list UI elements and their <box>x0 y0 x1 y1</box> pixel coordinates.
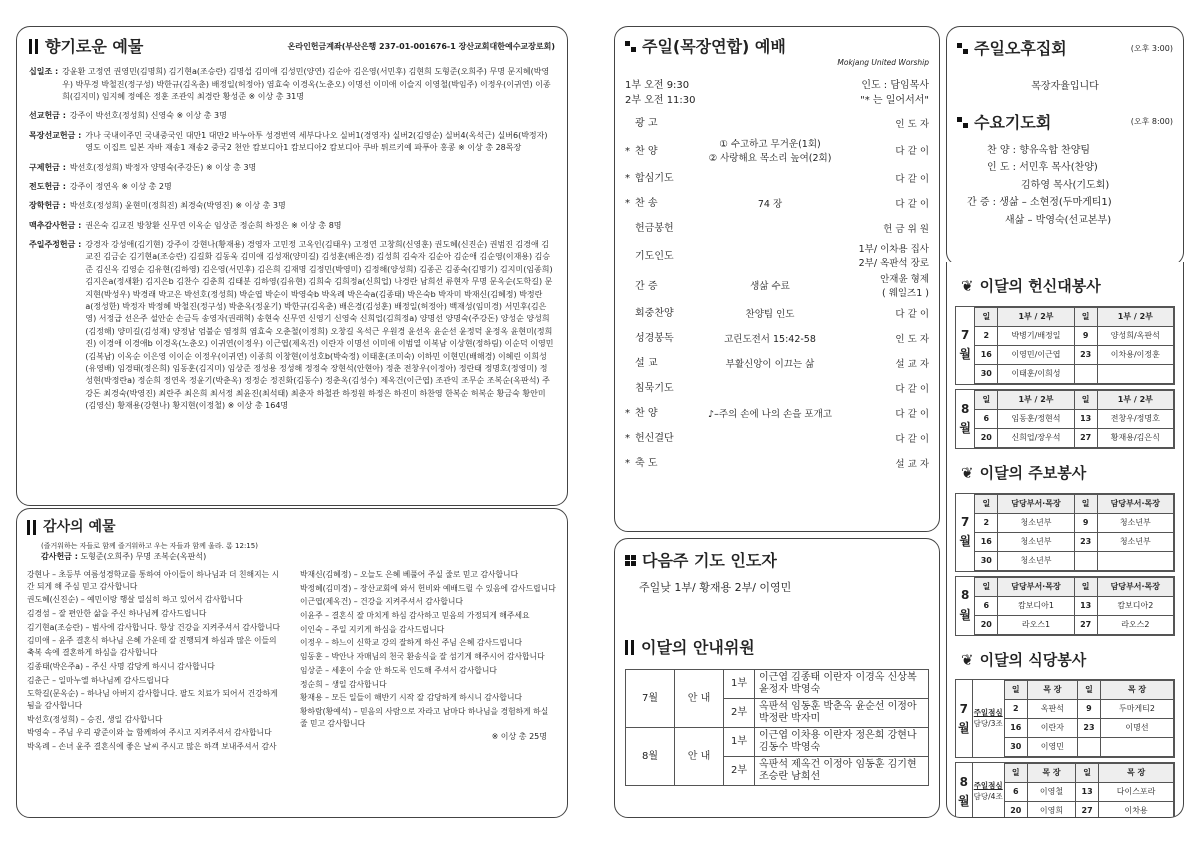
thanks-total: ※ 이상 총 25명 <box>491 732 547 742</box>
duty-header: 일 <box>1074 390 1097 409</box>
grid-icon <box>625 41 636 52</box>
offering-row-label: 선교헌금 : <box>29 111 66 121</box>
duty-cell: 청소년부 <box>1097 532 1173 551</box>
duty-header: 1부 / 2부 <box>998 390 1074 409</box>
usher-names: 이근엽 이차용 이란자 정은희 강현나 김동수 박영숙 <box>755 728 929 757</box>
usher-part: 2부 <box>724 699 755 728</box>
heart-icon: ❦ <box>961 277 974 295</box>
worship-item-content: ♪–주의 손에 나의 손을 포개고 <box>708 408 832 420</box>
duty-cell: 30 <box>1004 738 1027 757</box>
offering-row-label: 구제헌금 : <box>29 162 66 172</box>
duty-table <box>974 307 1174 384</box>
duty-cell <box>1077 738 1100 757</box>
worship-title: 주일(목장연합) 예배 <box>642 37 786 56</box>
worship-item-name: 회중찬양 <box>635 308 674 320</box>
duty-table <box>974 390 1174 448</box>
thanks-label: 감사헌금 : <box>41 552 78 562</box>
worship-item-name: 간 증 <box>635 280 658 292</box>
offering-row-text: 강주이 박선호(정성희) 신영숙 ※ 이상 총 3명 <box>69 111 227 121</box>
offering-row <box>29 239 555 412</box>
bulletin-tables <box>955 493 1175 636</box>
offering-row <box>29 130 555 155</box>
duty-cell: 캄보디아2 <box>1097 596 1173 615</box>
offering-row-label: 주일주정헌금 : <box>29 240 82 250</box>
kitchen-title: 이달의 식당봉사 <box>979 650 1087 669</box>
duty-header: 목 장 <box>1100 681 1173 700</box>
thanks-item: 김기현a(조승란) – 범사에 감사합니다. 항상 건강을 지켜주셔서 감사합니다 <box>27 622 281 632</box>
worship-item-name: 성경봉독 <box>635 333 674 345</box>
duty-month: 8 월 <box>958 775 970 809</box>
worship-item-who: 1부/ 이차용 집사 2부/ 옥판석 장로 <box>858 244 929 270</box>
worship-item <box>625 137 929 167</box>
worship-item <box>625 167 929 192</box>
duty-cell: 라오스2 <box>1097 615 1173 634</box>
worship-item-star: * <box>625 433 630 445</box>
offering-row <box>29 200 555 212</box>
worship-note: "* 는 일어서서" <box>860 94 929 106</box>
thanks-right-column <box>300 569 557 755</box>
duty-table <box>1004 763 1174 818</box>
duty-block <box>955 389 1175 449</box>
duty-block <box>955 762 1175 818</box>
worship-item-content: 찬양팀 인도 <box>745 308 795 320</box>
thanks-item: 박영숙 – 주님 우리 광준이와 늘 함께하여 주시고 지켜주셔서 감사합니다 <box>27 728 272 738</box>
worship-item-content: 74 장 <box>757 198 783 210</box>
duty-cell: 2 <box>1004 700 1027 719</box>
thanks-item: 박정혜(김미경) – 장산교회에 와서 헌비와 예배드릴 수 있음에 감사드립니다 <box>300 583 556 593</box>
duty-cell: 이차용 <box>1099 802 1174 818</box>
offering-row <box>29 181 555 193</box>
worship-item <box>625 302 929 327</box>
thanks-item: 강현나 – 초등부 여름성경학교를 통하여 아이들이 하나님과 더 친해지는 시간 되게 해 주심 믿고 감사합니다 <box>27 570 280 591</box>
worship-item <box>625 377 929 402</box>
offering-row-text: 강주이 정연옥 ※ 이상 총 2명 <box>69 181 172 191</box>
service-duty-panel <box>946 262 1184 818</box>
duty-cell: 청소년부 <box>998 532 1074 551</box>
offering-account: 온라인헌금계좌(부산은행 237-01-001676-1 장산교회대한예수교장로회) <box>287 41 555 51</box>
next-prayer-text: 주일낮 1부/ 황재용 2부/ 이영민 <box>639 581 792 595</box>
duty-header: 목 장 <box>1027 764 1075 783</box>
duty-cell: 박병기/배정일 <box>998 326 1074 345</box>
ushers-title-wrap <box>625 636 929 659</box>
duty-header: 일 <box>1076 764 1099 783</box>
duty-cell: 이영희 <box>1027 802 1075 818</box>
worship-item-who: 설 교 자 <box>895 458 929 470</box>
usher-part: 2부 <box>724 757 755 786</box>
worship-item-who: 안재윤 형제 ( 웨일즈1 ) <box>880 274 929 300</box>
thanks-title-wrap <box>27 517 557 537</box>
devotion-tables <box>955 306 1175 449</box>
worship-item-name: 헌금봉헌 <box>635 223 674 235</box>
duty-header: 담당부서·목장 <box>998 494 1074 513</box>
duty-cell: 2 <box>975 326 998 345</box>
duty-month: 7 월 <box>959 328 971 362</box>
offering-row-text: 강경자 강성애(김기현) 강주이 강현나(황재용) 경영자 고민정 고옥인(김태우) 고정연 고창희(신영훈) 권도혜(신진순) 권범진 김경애 김교진 김금순 김기현a(조승란) 김길화 김동욱 김미애 김성재(양미길) 김성훈(배은경) 김성희 김숙자 김순아 김순애 김순영(이재용) 김승준 김신옥 김영순 김유현(김하영) 김은영(서민후) 김은희 김재명 김정민(박영미) 김정해(양성희) 김종곤 김종숙(김명기) 김지미(임종희) 김지은a(정새환) 김지은b 김찬수 김춘희 김태분 김하영(김유현) 김희숙 김희정a(신희업) 나경란 남희선 류현자 무명 문옥순(도학길) 문지현(박성우) 박경래 박고은 박선호(정성희) 박순엽 박순이 박영숙b 박옥례 박은숙a(김종태) 박은숙b 박자미 박재신(김혜정) 박정란a(정성한) 박정자 박정혜 박철진(정구성) 박춘옥(정윤기) 박한규(김옥춘) 배은경(김성훈) 배정일(허정아) 백재성(임미경) 서민후(김은영) 서정급 선은주 설안순 손금득 송영자(권래혁) 송현숙 신무연 신영기 신영숙 신희업(김희정a) 양명선 양명숙(주강돈) 양성순 양성희(김정해) 양미길(김성재) 양정남 엄불순 염정희 염효숙 오춘철(이정희) 오창길 옥석근 우원경 윤선옥 윤순선 윤정덕 윤정옥 윤현미(정희진) 이경애 이경애b 이경옥(노춘오) 이귀연(이정우) 이근엽(제옥건) 이란자 이명선 이미애 이범열 이복남 이상현(정하림) 이순덕 이영민(김복남) 이옥순 이은영 이이순 이정우(이귀연) 이종희 이창현(이성호b(박숙정) 이태훈(조미숙) 이하민 이현민(배해경) 이혜린 이희성(유영배) 임경태(정은희) 임동훈(김지미) 임상준 정성용 정성해 정정숙 장현석(안현아) 정춘 전창우(이정아) 정란태 정명호(정영미) 정성현(박정란a) 정순희 정연옥 정윤기(박춘옥) 정정순 정진화(김동수) 정춘옥(김성수) 제옥건(이근엽) 조관익 조무순 조복순(옥판석) 주강돈 최경숙(박영진) 최란주 최은희 최서정 최윤진(최석태) 최춘자 하철관 하정원 하정은 하진미 하찬영 한복순 허복순 황금숙 황안미(김영신) 황재용(강현나) 황지현(이정철) ※ 이상 총 164명 <box>85 240 554 411</box>
duty-month: 7 월 <box>958 701 970 735</box>
duty-cell: 이차용/이정훈 <box>1097 345 1173 364</box>
duty-cell: 16 <box>975 345 998 364</box>
thanks-item: 박옥례 – 손녀 윤주 결혼식에 좋은 날씨 주시고 많은 하객 보내주셔서 감사 <box>27 741 277 751</box>
worship-item <box>625 272 929 302</box>
duty-cell: 23 <box>1077 719 1100 738</box>
duty-cell: 30 <box>975 364 998 383</box>
bars-icon <box>29 39 39 54</box>
afternoon-title: 주일오후집회 <box>974 39 1067 58</box>
thanks-item: 황재용 – 모든 일들이 해반기 시작 잘 감당하게 하시니 감사합니다 <box>300 693 523 703</box>
offering-row-label: 장학헌금 : <box>29 201 66 211</box>
duty-cell: 20 <box>975 428 998 447</box>
duty-header: 목 장 <box>1027 681 1077 700</box>
duty-cell: 이란자 <box>1027 719 1077 738</box>
duty-cell: 23 <box>1074 532 1097 551</box>
thanks-item: 박재신(김혜정) – 오늘도 은혜 베풀어 주실 줄로 믿고 감사합니다 <box>300 570 519 580</box>
duty-cell <box>1097 551 1173 570</box>
duty-cell: 16 <box>1004 719 1027 738</box>
duty-header: 일 <box>975 494 998 513</box>
duty-cell: 20 <box>975 615 998 634</box>
thanks-item: 정순희 – 생일 감사합니다 <box>300 679 387 689</box>
worship-item-who: 다 같 이 <box>895 408 929 420</box>
duty-cell: 13 <box>1076 783 1099 802</box>
duty-cell: 이영민/이근엽 <box>998 345 1074 364</box>
duty-cell: 13 <box>1074 596 1097 615</box>
worship-item-star: * <box>625 458 630 470</box>
duty-cell: 신희업/장우석 <box>998 428 1074 447</box>
worship-item-who: 헌 금 위 원 <box>883 223 929 235</box>
duty-cell: 청소년부 <box>998 551 1074 570</box>
duty-cell: 20 <box>1004 802 1027 818</box>
offering-list <box>29 66 555 412</box>
offering-row-label: 전도헌금 : <box>29 181 66 191</box>
worship-item-who: 다 같 이 <box>895 383 929 395</box>
afternoon-time: (오후 3:00) <box>1130 43 1173 53</box>
usher-names: 옥판석 제옥건 이정아 임동훈 김기현 조승란 남희선 <box>755 757 929 786</box>
offering-row-text: 권은숙 김교진 방창환 신무연 이옥순 임상준 정순희 하정은 ※ 이상 총 8명 <box>85 220 342 230</box>
worship-item <box>625 427 929 452</box>
duty-table <box>974 494 1174 571</box>
duty-table <box>1004 680 1174 757</box>
duty-cell: 16 <box>975 532 998 551</box>
thanks-item: 임동훈 – 박안나 자매님의 천국 환송식을 잘 섬기게 해주시어 감사합니다 <box>300 652 545 662</box>
duty-header: 일 <box>1004 681 1027 700</box>
thanks-item: 김종태(박은주a) – 주신 사명 감당케 하시니 감사합니다 <box>27 661 215 671</box>
wednesday-time: (오후 8:00) <box>1130 117 1173 127</box>
duty-cell: 청소년부 <box>998 513 1074 532</box>
worship-item <box>625 242 929 272</box>
devotion-title-wrap <box>961 276 1175 298</box>
worship-item-content: ① 수고하고 무거운(1회) ② 사랑해요 목소리 높여(2회) <box>708 139 832 165</box>
duty-cell: 27 <box>1074 428 1097 447</box>
offering-title: 향기로운 예물 <box>45 37 144 56</box>
thanks-item: 박선호(정성희) – 승진, 생일 감사합니다 <box>27 714 163 724</box>
duty-cell: 이명선 <box>1100 719 1173 738</box>
duty-cell: 양성희/옥판석 <box>1097 326 1173 345</box>
offering-row-text: 강윤환 고정연 권영민(김명희) 김기현a(조승란) 김명섭 김미애 김성민(양연) 김순아 김은영(서민후) 김현희 도형준(오희주) 무명 문지혜(박영우) 박무경 박철진(정구성) 박한규(김옥춘) 배정일(허정아) 염효숙 이경옥(노춘오) 이명선 이미애 이슬지 이영철(박임주) 이정우(이귀연) 이종희(김지미) 임지혜 정예은 정훈 조관익 최경란 황성준 ※ 이상 총 31명 <box>62 67 551 101</box>
duty-month: 8 월 <box>959 401 971 435</box>
usher-part: 1부 <box>724 670 755 699</box>
duty-cell <box>1074 551 1097 570</box>
duty-cell: 캄보디아1 <box>998 596 1074 615</box>
duty-cell <box>1074 364 1097 383</box>
worship-item-who: 인 도 자 <box>895 118 929 130</box>
offering-row-text: 가나 국내이주민 국내중국인 대만1 대만2 바누아투 성경번역 세부다나오 실버1(경영자) 실버2(김영순) 실버4(옥석근) 실버6(박정자) 영도 이집트 일본 자바 재송1 재송2 중국2 천안 캄보디아1 캄보디아2 캄보디아 쿠바 튀르키예 파푸아 홍콩 ※ 이상 총 28목장 <box>85 130 548 153</box>
thanks-item: 이근엽(제옥건) – 건강을 지켜주셔서 감사합니다 <box>300 597 463 607</box>
worship-item-content: 생삶 수료 <box>750 281 790 293</box>
thanks-item: 권도혜(신진순) – 예민이랑 행살 열심히 하고 있어서 감사합니다 <box>27 595 243 605</box>
duty-cell: 23 <box>1074 345 1097 364</box>
worship-item <box>625 192 929 217</box>
worship-item-who: 다 같 이 <box>895 308 929 320</box>
usher-part: 1부 <box>724 728 755 757</box>
kitchen-title-wrap <box>961 650 1175 672</box>
worship-item-name: 찬 양 <box>635 145 658 157</box>
worship-item-name: 찬 양 <box>635 408 658 420</box>
worship-title-wrap <box>625 35 929 58</box>
worship-item-content: 부활신앙이 이끄는 삶 <box>725 358 815 370</box>
duty-cell: 2 <box>975 513 998 532</box>
worship-item-name: 찬 송 <box>635 198 658 210</box>
worship-time-2: 2부 오전 11:30 <box>625 94 696 106</box>
duty-header: 일 <box>1004 764 1027 783</box>
usher-role: 안 내 <box>675 670 724 728</box>
thanks-item: 임상준 – 세훈이 수술 안 하도록 인도해 주셔서 감사합니다 <box>300 665 497 675</box>
ushers-title: 이달의 안내위원 <box>641 638 755 658</box>
offering-panel <box>16 26 568 506</box>
duty-header: 일 <box>975 577 998 596</box>
worship-subtitle: Mokjang United Worship <box>837 58 929 68</box>
usher-month: 7월 <box>626 670 675 728</box>
duty-cell: 임동훈/정현석 <box>998 409 1074 428</box>
duty-header: 담당부서·목장 <box>1097 577 1173 596</box>
worship-item-star: * <box>625 198 630 210</box>
duty-cell: 황재용/김은식 <box>1097 428 1173 447</box>
next-panel <box>614 538 940 818</box>
duty-extra-label: 주일점심 <box>973 781 1003 791</box>
offering-row-text: 박선호(정성희) 윤현미(정희진) 최경숙(박영진) ※ 이상 총 3명 <box>69 201 286 211</box>
duty-cell: 이태훈/이희성 <box>998 364 1074 383</box>
duty-block <box>955 306 1175 385</box>
duty-header: 일 <box>1074 494 1097 513</box>
duty-cell: 30 <box>975 551 998 570</box>
ushers-table <box>625 669 929 786</box>
duty-header: 담당부서·목장 <box>998 577 1074 596</box>
next-title: 다음주 기도 인도자 <box>642 551 777 570</box>
service-panel <box>946 26 1184 266</box>
offering-row <box>29 110 555 122</box>
thanks-item: 황하람(황예석) – 믿음의 사람으로 자라고 남마다 하나님을 경험하게 하실 줄 믿고 감사합니다 <box>300 706 549 728</box>
thanks-panel <box>16 508 568 818</box>
worship-item-who: 인 도 자 <box>895 333 929 345</box>
worship-item-name: 광 고 <box>635 118 658 130</box>
worship-item-name: 헌신결단 <box>635 433 674 445</box>
worship-item-who: 다 같 이 <box>895 173 929 185</box>
duty-extra-label: 주일점심 <box>973 707 1003 717</box>
duty-cell: 27 <box>1074 615 1097 634</box>
heart-icon: ❦ <box>961 650 974 669</box>
duty-table <box>974 577 1174 635</box>
worship-item-star: * <box>625 145 630 157</box>
offering-row <box>29 220 555 232</box>
duty-cell: 9 <box>1074 513 1097 532</box>
devotion-title: 이달의 헌신대봉사 <box>979 277 1101 295</box>
wednesday-title-wrap <box>957 111 1051 134</box>
grid-icon <box>957 117 968 128</box>
worship-item <box>625 327 929 352</box>
worship-item <box>625 217 929 242</box>
bars-icon <box>625 640 635 655</box>
worship-item-name: 설 교 <box>635 358 658 370</box>
offering-row-text: 박선호(정성희) 박정자 양명숙(주강돈) ※ 이상 총 3명 <box>69 162 257 172</box>
thanks-item: 김춘근 – 일마누엘 하나님께 감사드립니다 <box>27 675 169 685</box>
worship-item <box>625 352 929 377</box>
wednesday-line: 인 도 : 서민후 목사(찬양) <box>987 162 1098 174</box>
duty-header: 1부 / 2부 <box>1097 307 1173 326</box>
worship-item-star: * <box>625 408 630 420</box>
worship-item <box>625 402 929 427</box>
thanks-item: 김미애 – 윤주 결혼식 하나님 은혜 가운데 잘 진행되게 하심과 많은 이들의 축복 속에 결혼하게 하심을 감사합니다 <box>27 636 277 658</box>
duty-extra-team: 담당/3조 <box>973 718 1003 728</box>
duty-cell: 27 <box>1076 802 1099 818</box>
bars-icon <box>27 520 37 535</box>
wednesday-title: 수요기도회 <box>974 112 1052 132</box>
worship-item <box>625 112 929 137</box>
duty-header: 1부 / 2부 <box>1097 390 1173 409</box>
duty-cell: 다이스포라 <box>1099 783 1174 802</box>
duty-cell: 이영민 <box>1027 738 1077 757</box>
worship-item <box>625 452 929 477</box>
duty-cell: 6 <box>975 409 998 428</box>
duty-cell: 13 <box>1074 409 1097 428</box>
grid-icon <box>957 43 968 54</box>
offering-row <box>29 66 555 103</box>
duty-header: 일 <box>1074 307 1097 326</box>
duty-block <box>955 493 1175 572</box>
worship-time-1: 1부 오전 9:30 <box>625 80 690 92</box>
duty-extra-team: 담당/4조 <box>973 792 1003 802</box>
worship-item-who: 설 교 자 <box>895 358 929 370</box>
bulletin-title: 이달의 주보봉사 <box>979 463 1087 482</box>
duty-block <box>955 576 1175 636</box>
worship-leader: 인도 : 담임목사 <box>861 80 929 92</box>
duty-block <box>955 679 1175 758</box>
duty-cell: 이영철 <box>1027 783 1075 802</box>
offering-row-label: 목장선교헌금 : <box>29 130 82 140</box>
duty-cell: 9 <box>1074 326 1097 345</box>
next-title-wrap <box>625 549 929 572</box>
afternoon-title-wrap <box>957 37 1067 60</box>
thanks-item: 도학길(문옥순) – 하나님 아버지 감사합니다. 팔도 치료가 되어서 건강하게 됨을 감사합니다 <box>27 689 278 710</box>
offering-row <box>29 162 555 174</box>
thanks-left-column <box>27 569 284 755</box>
duty-header: 일 <box>1074 577 1097 596</box>
thanks-item: 이정우 – 하느이 신학교 강의 잘하게 하신 주님 은혜 감사드립니다 <box>300 638 523 648</box>
wednesday-line: 새삶 – 박영숙(선교본부) <box>1005 214 1112 226</box>
duty-header: 일 <box>1077 681 1100 700</box>
usher-role: 안 내 <box>675 728 724 786</box>
duty-cell: 옥판석 <box>1027 700 1077 719</box>
wednesday-line: 김하영 목사(기도회) <box>1021 179 1110 191</box>
worship-item-content: 고린도전서 15:42-58 <box>724 333 816 345</box>
worship-item-who: 다 같 이 <box>895 146 929 158</box>
bulletin-title-wrap <box>961 463 1175 485</box>
duty-cell: 청소년부 <box>1097 513 1173 532</box>
offering-row-label: 십일조 : <box>29 67 59 77</box>
duty-extra <box>972 680 1004 757</box>
worship-item-name: 침묵기도 <box>635 383 674 395</box>
afternoon-text: 목장자율입니다 <box>1031 81 1099 93</box>
wednesday-line: 간 증 : 생삶 – 소현정(두마게티1) <box>967 197 1112 209</box>
thanks-item: 이인숙 – 주일 지키게 하심을 감사드립니다 <box>300 624 445 634</box>
duty-cell: 라오스1 <box>998 615 1074 634</box>
duty-cell: 두마게티2 <box>1100 700 1173 719</box>
worship-item-name: 축 도 <box>635 458 658 470</box>
worship-item-who: 다 같 이 <box>895 433 929 445</box>
duty-extra <box>972 763 1004 818</box>
offering-row-label: 맥추감사헌금 : <box>29 220 82 230</box>
duty-cell: 9 <box>1077 700 1100 719</box>
thanks-title: 감사의 예물 <box>43 519 116 535</box>
worship-item-who: 다 같 이 <box>895 198 929 210</box>
worship-panel <box>614 26 940 532</box>
worship-item-name: 합심기도 <box>635 173 674 185</box>
usher-month: 8월 <box>626 728 675 786</box>
duty-header: 담당부서·목장 <box>1097 494 1173 513</box>
duty-header: 일 <box>975 390 998 409</box>
offering-title-wrap <box>29 35 143 58</box>
duty-header: 목 장 <box>1099 764 1174 783</box>
duty-cell <box>1100 738 1173 757</box>
worship-item-name: 기도인도 <box>635 250 674 262</box>
usher-names: 이근엽 김종태 이란자 이경옥 신상복 윤정자 박영숙 <box>755 670 929 699</box>
thanks-item: 이윤주 – 결혼식 잘 마치게 하심 감사하고 믿음의 가정되게 해주세요 <box>300 611 530 621</box>
duty-header: 일 <box>975 307 998 326</box>
heart-icon: ❦ <box>961 463 974 482</box>
duty-month: 8 월 <box>959 588 971 622</box>
duty-cell <box>1097 364 1173 383</box>
thanks-item: 김경섬 – 잘 편안한 삶을 주신 하나님께 감사드립니다 <box>27 609 207 619</box>
thanks-verse: (즐거워하는 자들로 함께 즐거워하고 우는 자들과 함께 울라. 롬 12:15) <box>41 542 258 551</box>
worship-item-star: * <box>625 173 630 185</box>
duty-month: 7 월 <box>959 514 971 548</box>
worship-order <box>625 112 929 477</box>
duty-header: 1부 / 2부 <box>998 307 1074 326</box>
grid-icon <box>625 555 636 566</box>
duty-cell: 6 <box>1004 783 1027 802</box>
usher-names: 옥판석 임동훈 박춘옥 윤순선 이정아 박정란 박자미 <box>755 699 929 728</box>
thanks-offering: 도형준(오희주) 무명 조복순(옥판석) <box>80 552 207 562</box>
wednesday-line: 찬 양 : 향유옥합 찬양팀 <box>987 144 1091 156</box>
duty-cell: 6 <box>975 596 998 615</box>
kitchen-tables <box>955 679 1175 818</box>
duty-cell: 전창우/정명호 <box>1097 409 1173 428</box>
